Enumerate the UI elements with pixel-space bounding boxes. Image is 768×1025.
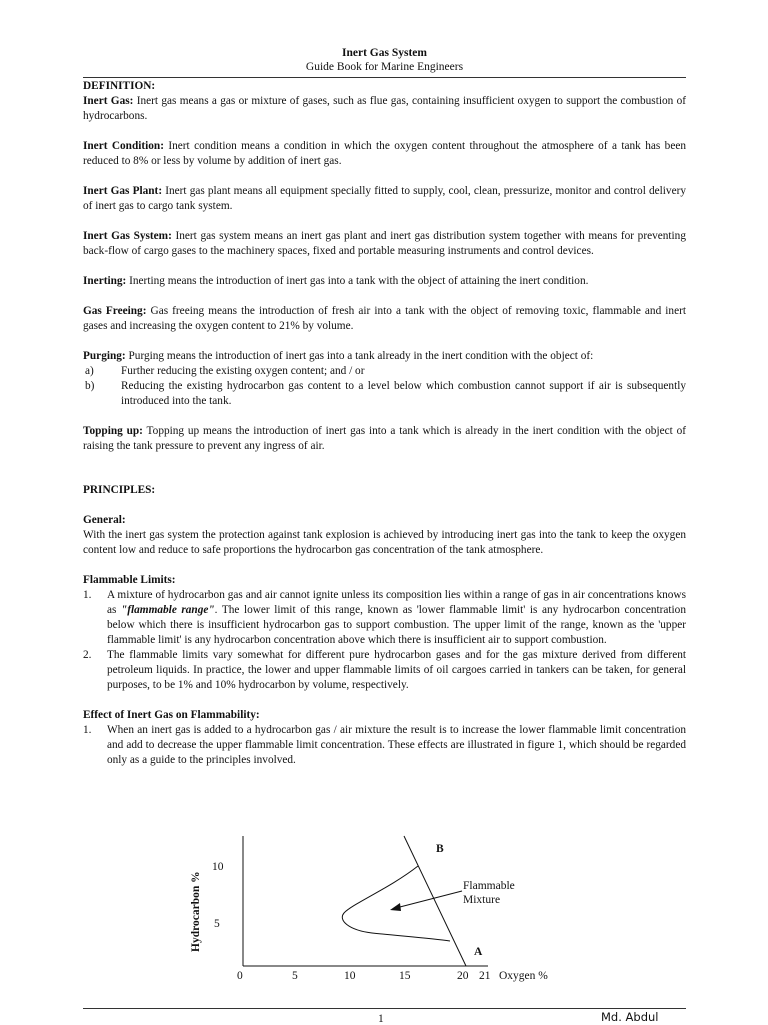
general-heading: General: [83, 514, 126, 526]
text-purging: Purging means the introduction of inert gas into a tank already in the inert condition with the object of: [125, 350, 594, 362]
line-ab [404, 836, 466, 966]
flammable-limits-heading: Flammable Limits: [83, 574, 176, 586]
term-topping-up: Topping up: [83, 425, 143, 437]
annotation-arrow-line [396, 891, 462, 908]
list-text: A mixture of hydrocarbon gas and air cannot ignite unless its composition lies within a range of gas in air concentrations knows as [107, 589, 686, 616]
point-b-label: B [436, 843, 444, 855]
list-text: Further reducing the existing oxygen content; and / or [121, 365, 365, 377]
x-tick-5: 5 [292, 970, 298, 982]
text-inert-gas-system: Inert gas system means an inert gas plant and inert gas distribution system together with means for preventing back-flow of cargo gases to the machinery spaces, fixed and portable measuring instruments and control devices. [83, 230, 686, 257]
list-marker: 2. [83, 649, 92, 661]
list-text: When an inert gas is added to a hydrocarbon gas / air mixture the result is to increase the lower flammable limit concentration and add to decrease the upper flammable limit concentration. These effects are illustrated in figure 1, which should be regarded only as a guide to the principles involved. [107, 724, 686, 766]
term-inert-gas: Inert Gas: [83, 95, 134, 107]
text-inert-gas: Inert gas means a gas or mixture of gases, such as flue gas, containing insufficient oxygen to support the combustion of hydrocarbons. [83, 95, 687, 122]
arrow-head-icon [390, 903, 401, 911]
list-marker: b) [85, 380, 95, 392]
text-inert-gas-plant: Inert gas plant means all equipment specially fitted to supply, cool, clean, pressurize, monitor and control delivery of inert gas to cargo tank system. [83, 185, 686, 212]
y-axis-label: Hydrocarbon % [190, 871, 202, 952]
text-inert-condition: Inert condition means a condition in which the oxygen content throughout the atmosphere of a tank has been reduced to 8% or less by volume by addition of inert gas. [83, 140, 686, 167]
x-tick-0: 0 [237, 970, 243, 982]
definition-heading: DEFINITION: [83, 80, 156, 92]
general-text: With the inert gas system the protection against tank explosion is achieved by introducing inert gas into the tank to keep the oxygen content low and reduce to safe proportions the hydrocarbon gas concentration of the tank atmosphere. [83, 529, 686, 556]
term-inert-gas-plant: Inert Gas Plant: [83, 185, 163, 197]
list-marker: a) [85, 365, 94, 377]
annotation-line-2: Mixture [463, 894, 501, 906]
y-tick-5: 5 [214, 918, 220, 930]
term-purging: Purging: [83, 350, 126, 362]
text-gas-freeing: Gas freeing means the introduction of fresh air into a tank with the object of removing toxic, flammable and inert gases and increasing the oxygen content to 21% by volume. [83, 305, 686, 332]
x-tick-15: 15 [399, 970, 411, 982]
list-text: Reducing the existing hydrocarbon gas content to a level below which combustion cannot support if air is subsequently introduced into the tank. [121, 380, 686, 407]
list-text: . The lower limit of this range, known as 'lower flammable limit' is any hydrocarbon concentration below which there is insufficient hydrocarbon gas to support combustion. The upper limit of the range, known as the 'upper flammable limit' is any hydrocarbon concentration above which there is insufficient air to support combustion. [107, 604, 686, 646]
y-tick-10: 10 [212, 861, 224, 873]
flammable-envelope-curve [342, 866, 450, 941]
term-inert-condition: Inert Condition: [83, 140, 164, 152]
list-marker: 1. [83, 589, 92, 601]
text-topping-up: Topping up means the introduction of inert gas into a tank which is already in the inert condition with the object of raising the tank pressure to prevent any ingress of air. [83, 425, 686, 452]
x-tick-20: 20 [457, 970, 469, 982]
term-gas-freeing: Gas Freeing: [83, 305, 147, 317]
text-inerting: Inerting means the introduction of inert gas into a tank with the object of attaining the inert condition. [126, 275, 589, 287]
principles-heading: PRINCIPLES: [83, 484, 156, 496]
x-axis-label: Oxygen % [499, 970, 548, 982]
term-inert-gas-system: Inert Gas System: [83, 230, 172, 242]
footer-author: Md. Abdul [601, 1010, 659, 1024]
annotation-line-1: Flammable [463, 880, 515, 892]
document-subtitle: Guide Book for Marine Engineers [305, 61, 464, 73]
flammable-range-term: "flammable range" [120, 604, 215, 616]
footer-rule [83, 1008, 686, 1009]
x-tick-21: 21 [479, 970, 491, 982]
effect-heading: Effect of Inert Gas on Flammability: [83, 709, 260, 721]
term-inerting: Inerting: [83, 275, 127, 287]
list-text: The flammable limits vary somewhat for different pure hydrocarbon gases and for the gas mixture derived from different petroleum liquids. In practice, the lower and upper flammable limits of oil cargoes carried in tankers can be taken, for general purposes, to be 1% and 10% hydrocarbon by volume, respectively. [107, 649, 686, 691]
point-a-label: A [474, 946, 483, 958]
x-tick-10: 10 [344, 970, 356, 982]
page-number: 1 [378, 1013, 384, 1025]
document-title: Inert Gas System [342, 47, 427, 59]
list-marker: 1. [83, 724, 92, 736]
